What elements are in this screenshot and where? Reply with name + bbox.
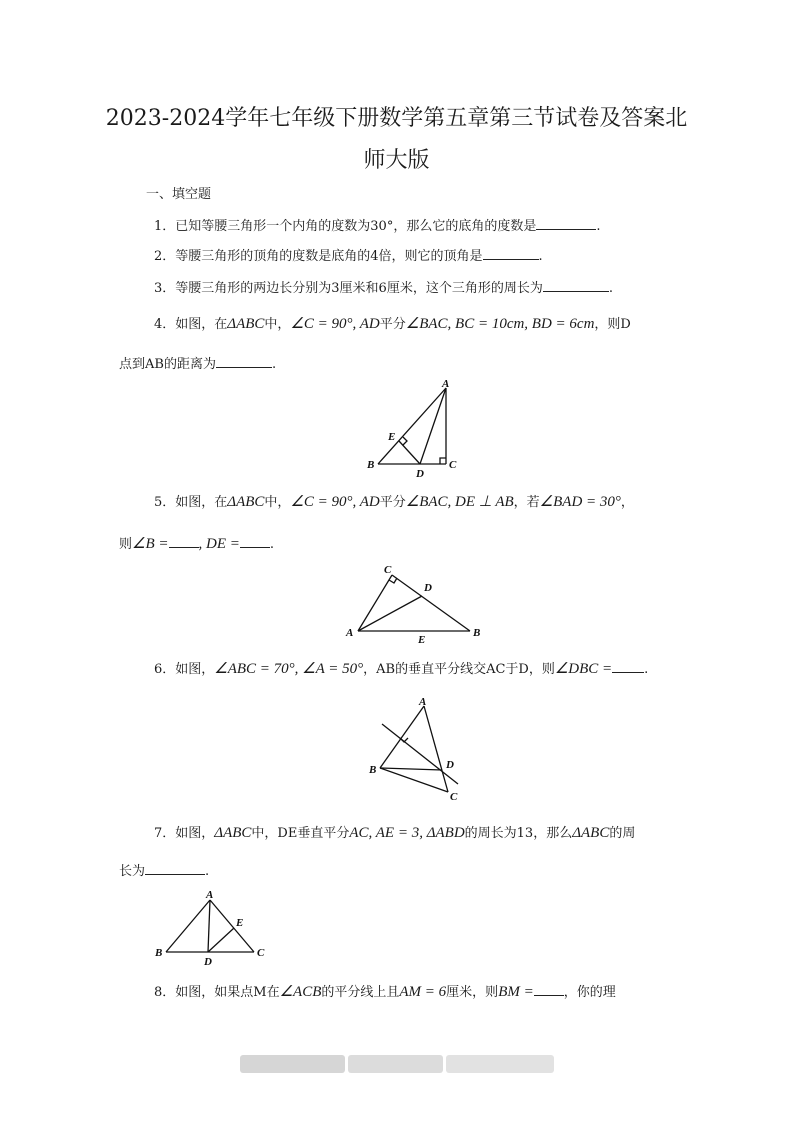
period: .	[205, 864, 210, 879]
label-a: A	[442, 378, 450, 390]
answer-blank[interactable]	[543, 279, 609, 292]
figure-q4-triangle	[366, 378, 466, 478]
label-e: E	[388, 431, 396, 443]
q7-text-b: 中，DE垂直平分	[251, 826, 350, 841]
period: .	[271, 357, 277, 372]
answer-blank[interactable]	[536, 217, 596, 230]
answer-blank[interactable]	[612, 660, 644, 673]
label-a: A	[206, 889, 214, 901]
question-3	[154, 279, 613, 299]
label-e: E	[418, 634, 426, 646]
answer-blank[interactable]	[483, 247, 539, 260]
q8-text-b: 的平分线上且	[321, 985, 400, 1000]
document-title-line-1: 2023-2024学年七年级下册数学第五章第三节试卷及答案北	[105, 106, 688, 131]
label-b: B	[473, 627, 481, 639]
label-c: C	[384, 564, 392, 576]
right-angle-mark-c	[440, 458, 446, 464]
answer-blank[interactable]	[169, 535, 199, 548]
q6-condition: ∠ABC = 70°, ∠A = 50°	[214, 661, 364, 677]
q4-text-a: 4．如图，在	[154, 317, 228, 332]
figure-q7-triangle	[152, 888, 272, 968]
segment-de	[208, 928, 234, 952]
question-5-line-2	[119, 534, 274, 555]
answer-blank[interactable]	[145, 862, 205, 875]
segment-ad	[358, 596, 422, 631]
label-a: A	[346, 627, 354, 639]
q4-triangle: ΔABC	[227, 316, 265, 332]
question-3-text: 3．等腰三角形的两边长分别为3厘米和6厘米，这个三角形的周长为	[154, 281, 543, 296]
right-angle-mark-e	[403, 437, 407, 445]
q5-condition-3: ∠BAD = 30°	[539, 494, 621, 510]
segment-bd	[380, 768, 442, 770]
q6-text-b: ，AB的垂直平分线交AC于D，则	[363, 662, 555, 677]
q7-condition: AC, AE = 3, ΔABD	[349, 825, 465, 841]
label-e: E	[236, 917, 244, 929]
label-b: B	[367, 459, 375, 471]
period: .	[596, 219, 601, 234]
segment-ab	[166, 900, 210, 952]
answer-blank[interactable]	[534, 983, 564, 996]
q5-text-f: 则	[119, 537, 133, 552]
question-2	[154, 247, 543, 267]
label-a: A	[419, 696, 427, 708]
question-1-text: 1．已知等腰三角形一个内角的度数为30°，那么它的底角的度数是	[154, 219, 537, 234]
question-2-text: 2．等腰三角形的顶角的度数是底角的4倍，则它的顶角是	[154, 249, 483, 264]
answer-blank[interactable]	[240, 535, 270, 548]
question-1	[154, 217, 600, 237]
q6-condition-2: ∠DBC =	[554, 661, 613, 677]
period: .	[644, 662, 649, 677]
q5-text-e: ，	[620, 495, 634, 510]
segment-ab	[380, 706, 424, 768]
blurred-footer-block	[348, 1055, 443, 1073]
perpendicular-bisector	[382, 724, 458, 784]
section-heading: 一、填空题	[146, 187, 212, 202]
q5-angle-b: ∠B =	[132, 536, 169, 552]
q8-condition: AM = 6	[399, 984, 447, 1000]
label-d: D	[204, 956, 212, 968]
q8-angle: ∠ACB	[279, 984, 322, 1000]
segment-ab	[378, 388, 446, 464]
blurred-footer-block	[240, 1055, 345, 1073]
segment-ad	[208, 900, 210, 952]
q7-text-d: 的周	[609, 826, 636, 841]
period: .	[608, 281, 613, 296]
question-7-line-1	[154, 823, 635, 844]
question-6	[154, 659, 648, 680]
question-4-line-1	[154, 314, 631, 335]
q4-text-e: 点到AB的距离为	[119, 357, 216, 372]
segment-ac	[358, 575, 392, 631]
question-8	[154, 982, 616, 1003]
q4-text-c: 平分	[379, 317, 406, 332]
q4-condition-2: ∠BAC, BC = 10cm, BD = 6cm	[405, 316, 595, 332]
question-7-line-2	[119, 862, 209, 882]
q8-bm: BM =	[498, 984, 534, 1000]
segment-ad	[420, 388, 446, 464]
period: .	[269, 537, 275, 552]
document-title-line-2: 师大版	[363, 148, 430, 173]
segment-ac	[424, 706, 448, 792]
q5-triangle: ΔABC	[227, 494, 265, 510]
segment-bc	[380, 768, 448, 792]
q4-text-b: 中，	[264, 317, 291, 332]
q8-text-a: 8．如图，如果点M在	[154, 985, 280, 1000]
q5-condition: ∠C = 90°, AD	[290, 494, 380, 510]
q8-text-c: 厘米，则	[446, 985, 499, 1000]
q4-condition: ∠C = 90°, AD	[290, 316, 380, 332]
label-b: B	[155, 947, 163, 959]
blurred-footer-block	[446, 1055, 554, 1073]
q8-text-d: ，你的理	[563, 985, 616, 1000]
q4-text-d: ，则D	[594, 317, 631, 332]
q7-text-c: 的周长为13，那么	[464, 826, 573, 841]
label-d: D	[424, 582, 432, 594]
question-4-line-2	[119, 355, 276, 375]
q5-text-c: 平分	[379, 495, 406, 510]
q7-text-e: 长为	[119, 864, 146, 879]
answer-blank[interactable]	[216, 355, 272, 368]
q5-de: , DE =	[198, 536, 240, 552]
figure-q5-triangle	[344, 563, 484, 646]
q7-triangle-2: ΔABC	[572, 825, 610, 841]
label-d: D	[416, 468, 424, 480]
q6-text-a: 6．如图，	[154, 662, 215, 677]
q7-text-a: 7．如图，	[154, 826, 215, 841]
label-c: C	[449, 459, 457, 471]
right-angle-mark	[400, 738, 408, 742]
figure-q6-triangle	[366, 696, 466, 806]
q5-text-d: ，若	[513, 495, 540, 510]
q5-text-b: 中，	[264, 495, 291, 510]
question-5-line-1	[154, 492, 634, 513]
q5-text-a: 5．如图，在	[154, 495, 228, 510]
q5-condition-2: ∠BAC, DE ⊥ AB	[405, 494, 514, 510]
label-d: D	[446, 759, 454, 771]
period: .	[538, 249, 543, 264]
label-b: B	[369, 764, 377, 776]
segment-de	[399, 441, 420, 464]
label-c: C	[257, 947, 265, 959]
label-c: C	[450, 791, 458, 803]
q7-triangle: ΔABC	[214, 825, 252, 841]
